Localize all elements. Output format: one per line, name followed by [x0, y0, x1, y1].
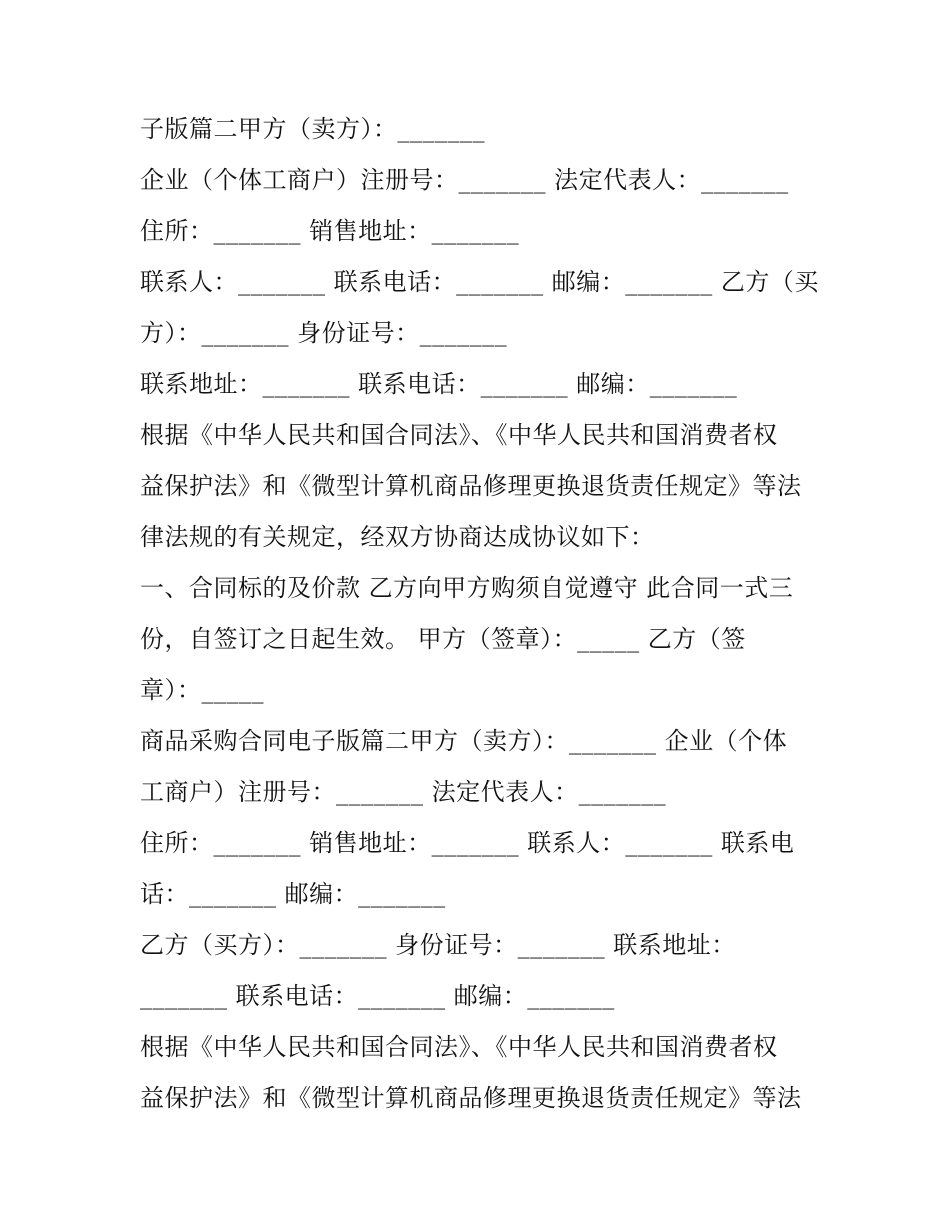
text-line: 益保护法》和《微型计算机商品修理更换退货责任规定》等法 [140, 1084, 802, 1112]
text-line: 工商户）注册号：_______ 法定代表人：_______ [140, 778, 667, 806]
text-line: 联系人：_______ 联系电话：_______ 邮编：_______ 乙方（买 [140, 268, 819, 296]
text-line: 商品采购合同电子版篇二甲方（卖方）：_______ 企业（个体 [140, 727, 788, 755]
text-line: 一、合同标的及价款 乙方向甲方购须自觉遵守 此合同一式三 [140, 574, 794, 602]
document-body [140, 104, 820, 1124]
text-line: 联系地址：_______ 联系电话：_______ 邮编：_______ [140, 370, 738, 398]
text-line: 住所：_______ 销售地址：_______ 联系人：_______ 联系电 [140, 829, 795, 857]
text-line: 乙方（买方）：_______ 身份证号：_______ 联系地址： [140, 931, 736, 959]
text-line: 子版篇二甲方（卖方）：_______ [140, 115, 485, 143]
text-line: 份，自签订之日起生效。 甲方（签章）：_____ 乙方（签 [140, 625, 746, 653]
text-line: 话：_______ 邮编：_______ [140, 880, 446, 908]
text-line: _______ 联系电话：_______ 邮编：_______ [140, 982, 615, 1010]
text-line: 律法规的有关规定，经双方协商达成协议如下： [140, 523, 655, 551]
text-line: 方）：_______ 身份证号：_______ [140, 319, 508, 347]
text-line: 益保护法》和《微型计算机商品修理更换退货责任规定》等法 [140, 472, 802, 500]
text-line: 根据《中华人民共和国合同法》、《中华人民共和国消费者权 [140, 1033, 778, 1061]
text-line: 企业（个体工商户）注册号：_______ 法定代表人：_______ [140, 166, 789, 194]
text-line: 根据《中华人民共和国合同法》、《中华人民共和国消费者权 [140, 421, 778, 449]
text-line: 章）：_____ [140, 676, 264, 704]
text-line: 住所：_______ 销售地址：_______ [140, 217, 520, 245]
